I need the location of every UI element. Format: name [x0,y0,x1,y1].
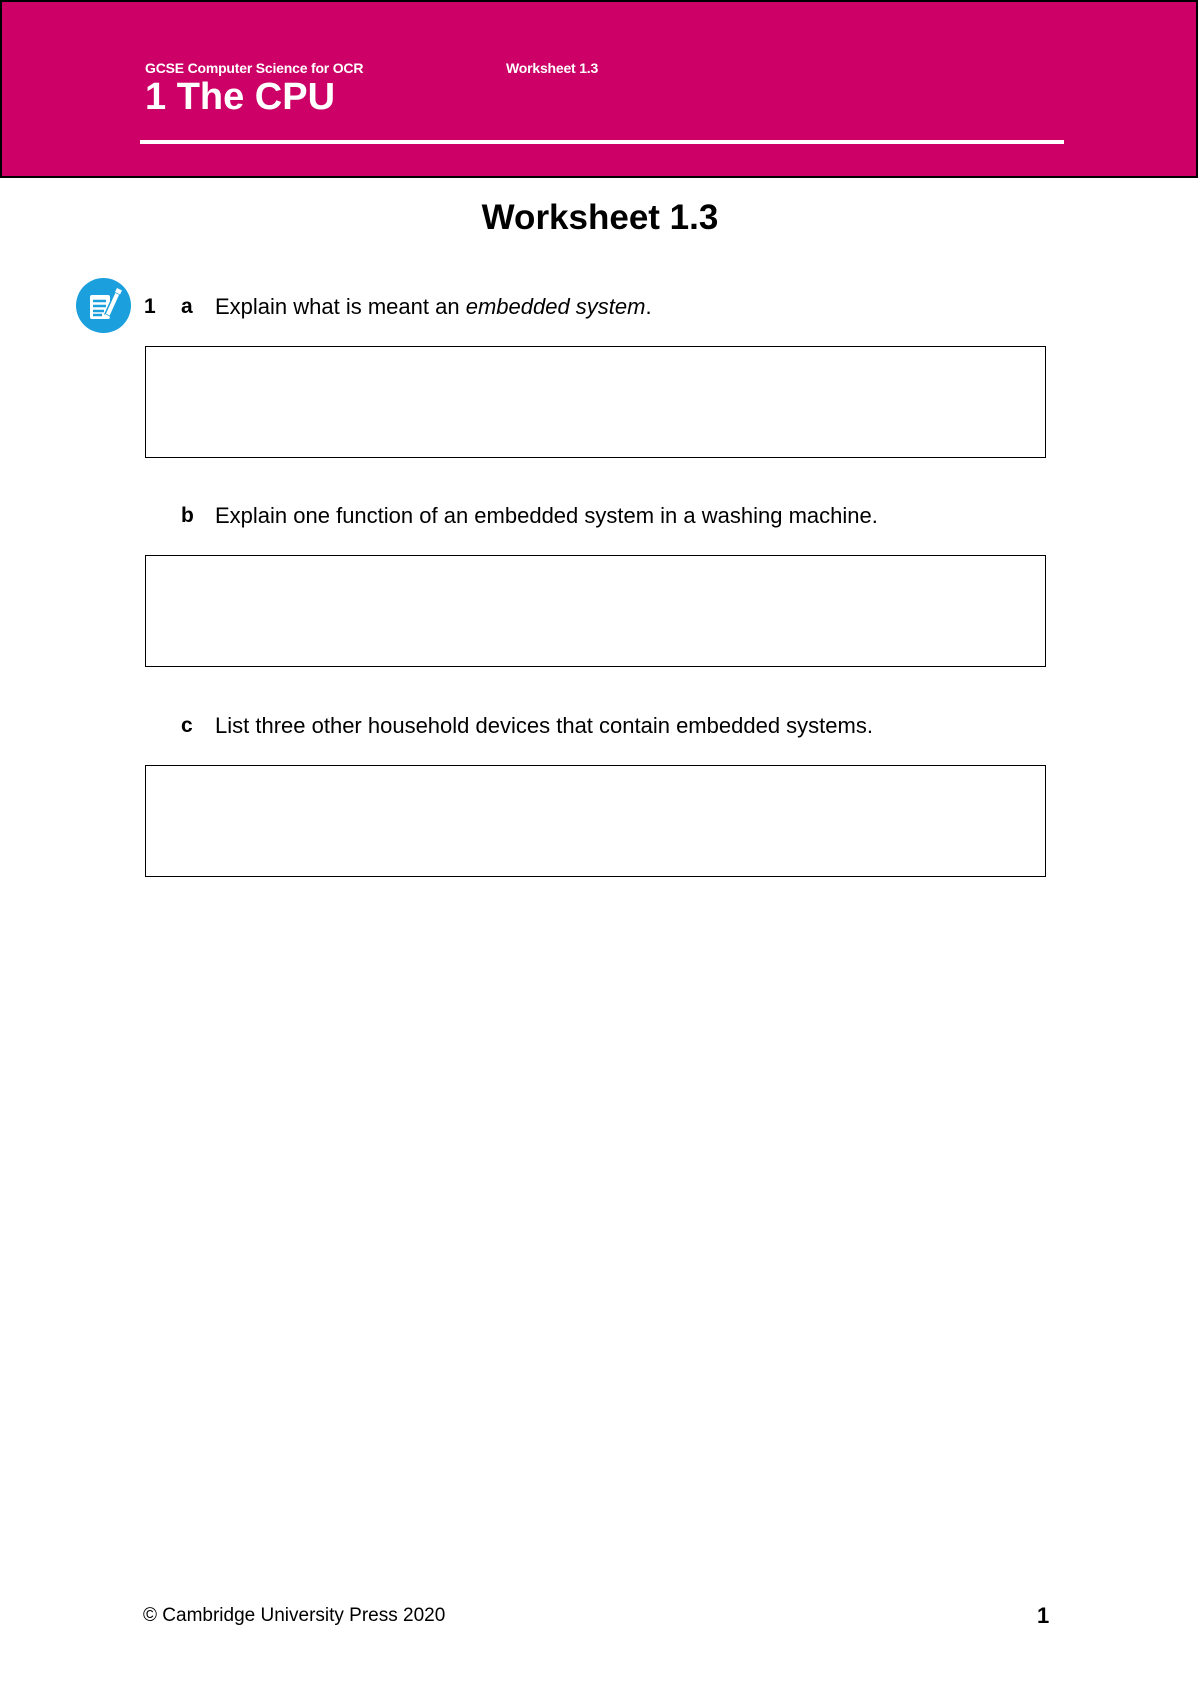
page-number: 1 [1037,1603,1050,1628]
part-b-letter: b [181,504,194,527]
question-number: 1 [144,295,156,318]
part-a-text-start: Explain what is meant an [215,294,466,319]
worksheet-pencil-icon [76,278,131,333]
worksheet-label: Worksheet 1.3 [506,60,599,76]
part-c-letter: c [181,714,193,737]
answer-box-b[interactable] [145,555,1046,667]
part-a-letter: a [181,295,193,318]
copyright-notice: © Cambridge University Press 2020 [143,1605,446,1626]
part-c-text: List three other household devices that contain embedded systems. [215,713,873,738]
page-header [0,0,1198,178]
answer-box-a[interactable] [145,346,1046,458]
part-a-text [215,294,652,320]
chapter-title: 1 The CPU [145,76,336,118]
part-a-term: embedded system [465,294,646,319]
answer-box-c[interactable] [145,765,1046,877]
part-b-text: Explain one function of an embedded system in a washing machine. [215,503,878,528]
header-divider [140,140,1064,144]
page-title: Worksheet 1.3 [481,198,719,237]
part-a-text-end: . [645,294,652,319]
course-title: GCSE Computer Science for OCR [145,60,364,76]
